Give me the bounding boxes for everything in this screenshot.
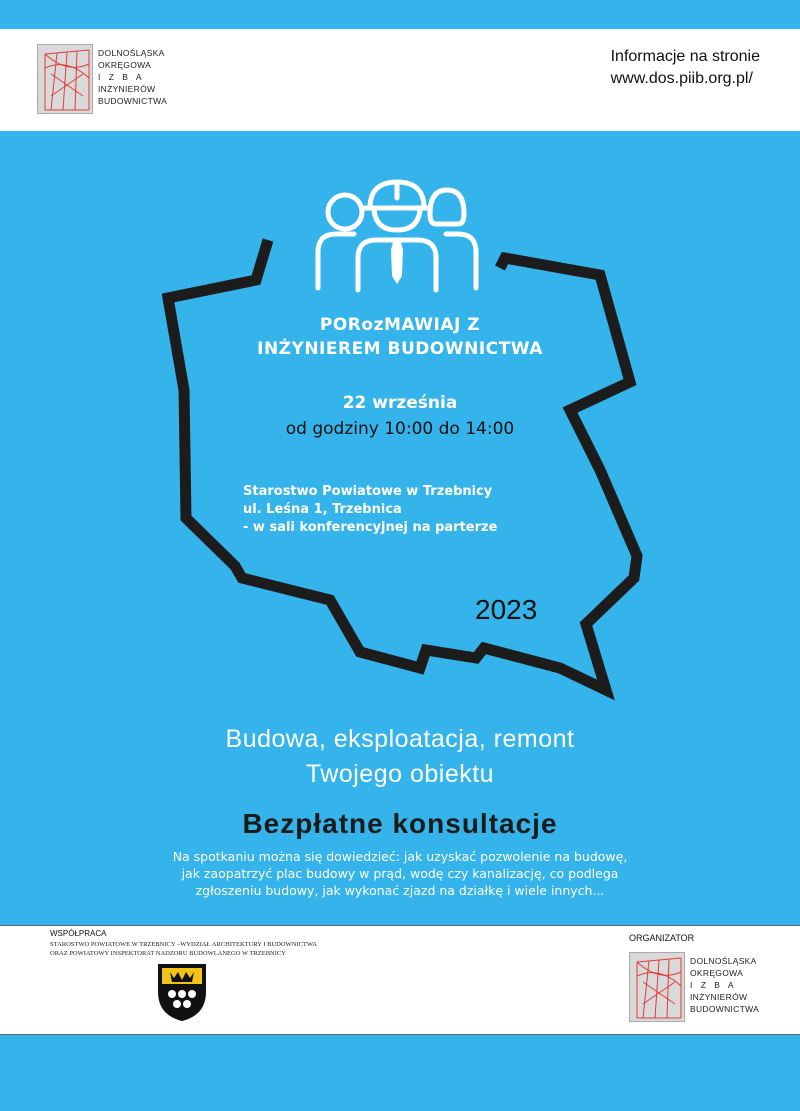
header-info	[611, 46, 760, 90]
logo-line: INŻYNIERÓW	[98, 84, 156, 94]
organizer-logo-icon	[37, 44, 93, 114]
organizer-logo-text	[98, 47, 167, 107]
title-line: INŻYNIEREM BUDOWNICTWA	[257, 339, 543, 359]
logo-line: I Z B A	[98, 72, 145, 82]
organizer-logo	[37, 44, 187, 116]
logo-line: DOLNOŚLĄSKA	[98, 48, 165, 58]
slogan-line: Twojego obiektu	[305, 760, 495, 788]
website-link[interactable]: www.dos.piib.org.pl/	[610, 70, 753, 87]
bottom-blue-band	[0, 1035, 800, 1111]
event-year: 2023	[475, 594, 538, 625]
logo-line: I Z B A	[690, 980, 737, 990]
slogan-line: Budowa, eksploatacja, remont	[225, 725, 575, 753]
county-crest-icon	[156, 962, 208, 1022]
organizer-label: ORGANIZATOR	[629, 933, 695, 943]
venue-line: ul. Leśna 1, Trzebnica	[243, 502, 402, 517]
consultation-description	[100, 848, 700, 899]
event-hours: od godziny 10:00 do 14:00	[285, 419, 515, 439]
partner-line: STAROSTWO POWIATOWE W TRZEBNICY –WYDZIAŁ ARCHITEKTURY I BUDOWNICTWA	[50, 941, 317, 948]
event-venue	[243, 483, 497, 537]
logo-line: BUDOWNICTWA	[690, 1004, 760, 1014]
event-date: 22 września	[342, 393, 458, 413]
consultation-headline: Bezpłatne konsultacje	[242, 808, 558, 839]
title-line: PORozMAWIAJ Z	[319, 315, 481, 335]
logo-line: DOLNOŚLĄSKA	[690, 956, 757, 966]
logo-line: BUDOWNICTWA	[98, 96, 168, 106]
description-line: zgłoszeniu budowy, jak wykonać zjazd na działkę i wiele innych...	[195, 883, 605, 898]
organizer-logo-footer	[629, 952, 779, 1024]
description-line: jak zaopatrzyć plac budowy w prąd, wodę czy kanalizację, co podlega	[181, 866, 619, 881]
organizer-logo-icon	[629, 952, 685, 1022]
logo-line: OKRĘGOWA	[98, 60, 152, 70]
info-text: Informacje na stronie	[610, 48, 760, 65]
cooperation-partners	[50, 940, 317, 958]
organizer-logo-text	[690, 955, 759, 1015]
partner-line: ORAZ POWIATOWY INSPEKTORAT NADZORU BUDOWLANEGO W TRZEBNICY	[50, 950, 286, 957]
venue-line: - w sali konferencyjnej na parterze	[243, 520, 498, 535]
venue-line: Starostwo Powiatowe w Trzebnicy	[243, 484, 493, 499]
logo-line: OKRĘGOWA	[690, 968, 744, 978]
logo-line: INŻYNIERÓW	[690, 992, 748, 1002]
cooperation-label: WSPÓŁPRACA	[50, 929, 107, 938]
slogan	[100, 722, 700, 792]
description-line: Na spotkaniu można się dowiedzieć: jak uzyskać pozwolenie na budowę,	[172, 849, 628, 864]
event-title	[160, 313, 640, 361]
top-blue-band	[0, 0, 800, 29]
engineer-group-icon	[300, 178, 500, 296]
